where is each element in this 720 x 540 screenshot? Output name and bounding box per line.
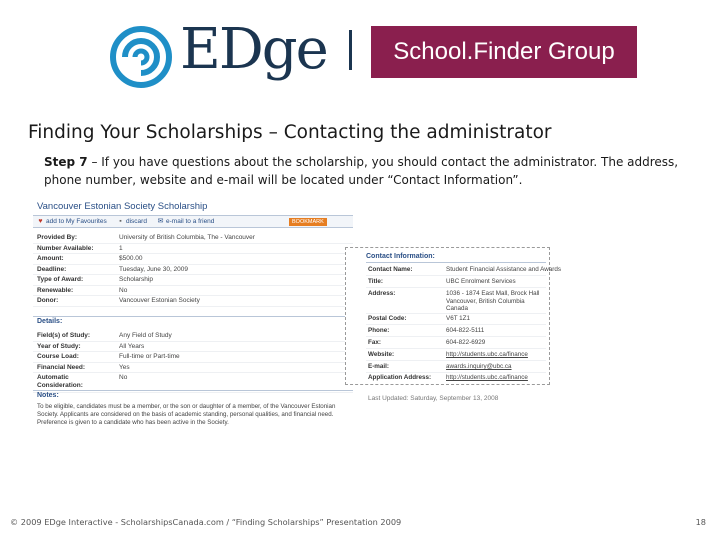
details-heading: Details: [37, 318, 63, 325]
notes-text: To be eligible, candidates must be a member, or the son or daughter of a member, of the Vancouver Estonian Society. Applicants are considered on the basis of academic standing, personal qualities, and financial need. Preference is given to a candidate who has been active in the Society. [37, 403, 336, 426]
row-value: 604-822-5111 [446, 327, 485, 334]
website-link[interactable]: http://students.ubc.ca/finance [446, 351, 528, 358]
row-value: Any Field of Study [119, 332, 172, 339]
row-label: Address: [368, 290, 396, 297]
row-label: Renewable: [37, 286, 74, 294]
email-friend-button[interactable] [157, 218, 214, 225]
row-value: V6T 1Z1 [446, 315, 471, 322]
row-label: Donor: [37, 297, 59, 304]
edge-wordmark: EDge [180, 17, 327, 82]
table-row [33, 352, 353, 363]
row-value: 1036 - 1874 East Mall, Brock Hall Vancouver, British Columbia Canada [446, 290, 540, 312]
table-row [33, 342, 353, 353]
row-value: 1 [119, 244, 123, 252]
table-row [366, 351, 546, 361]
discard-button[interactable] [117, 218, 147, 225]
row-value: Scholarship [119, 276, 153, 283]
contact-info-screenshot [345, 247, 562, 385]
add-favourites-button[interactable] [37, 218, 107, 225]
row-label: Contact Name: [368, 266, 413, 273]
row-label: Number Available: [37, 244, 94, 252]
scholarship-details-rows [33, 331, 353, 393]
notes-heading: Notes: [37, 392, 59, 399]
table-row [366, 290, 546, 314]
row-value: UBC Enrolment Services [446, 278, 516, 285]
trash-icon: ▪ [119, 218, 122, 225]
table-row [33, 244, 353, 255]
row-value: University of British Columbia, The - Vancouver [119, 234, 255, 241]
row-label: Application Address: [368, 374, 432, 381]
row-value: Student Financial Assistance and Awards [446, 266, 562, 273]
scholarship-detail-screenshot [33, 200, 353, 436]
bookmark-button[interactable]: BOOKMARK [289, 218, 327, 226]
last-updated: Last Updated: Saturday, September 13, 2008 [368, 395, 499, 402]
table-row [366, 315, 546, 325]
row-label: Phone: [368, 327, 390, 334]
row-label: Field(s) of Study: [37, 332, 91, 339]
scholarship-summary-rows [33, 233, 353, 307]
row-value: Tuesday, June 30, 2009 [119, 265, 189, 273]
table-row [366, 278, 546, 288]
email-friend-label: e-mail to a friend [166, 218, 215, 225]
contact-info-title: Contact Information: [366, 253, 435, 260]
row-value: Full-time or Part-time [119, 353, 180, 360]
row-label: Fax: [368, 339, 381, 346]
row-label: Type of Award: [37, 276, 84, 283]
row-label: E-mail: [368, 363, 389, 370]
row-label: Financial Need: [37, 363, 86, 371]
table-row [366, 363, 546, 373]
table-row [366, 339, 546, 349]
row-value: Yes [119, 363, 130, 371]
row-value: No [119, 374, 128, 381]
row-value: 604-822-6929 [446, 339, 486, 346]
step-label: Step 7 [44, 155, 88, 169]
table-row [33, 275, 353, 286]
logo-divider [349, 30, 352, 70]
contact-divider [366, 262, 546, 263]
table-row [33, 265, 353, 276]
row-value: Vancouver Estonian Society [119, 297, 200, 304]
row-value: All Years [119, 342, 145, 350]
table-row [33, 286, 353, 297]
table-row [366, 374, 546, 384]
row-label: Year of Study: [37, 342, 81, 350]
add-favourites-label: add to My Favourites [46, 218, 107, 225]
row-label: Deadline: [37, 265, 67, 273]
row-value: $500.00 [119, 255, 143, 262]
step-instructions [44, 153, 684, 189]
row-label: Course Load: [37, 353, 79, 360]
footer-copyright: © 2009 EDge Interactive - ScholarshipsCanada.com / “Finding Scholarships” Presentation 2009 [10, 517, 402, 527]
step-body: – If you have questions about the scholarship, you should contact the administrator. The address, phone number, website and e-mail will be located under “Contact Information”. [44, 155, 679, 187]
row-value: No [119, 286, 128, 294]
table-row [33, 296, 353, 307]
email-link[interactable]: awards.inquiry@ubc.ca [446, 363, 512, 370]
table-row [366, 327, 546, 337]
table-row [33, 331, 353, 342]
row-label: Provided By: [37, 234, 78, 241]
scholarship-title[interactable]: Vancouver Estonian Society Scholarship [37, 201, 208, 212]
slide-title: Finding Your Scholarships – Contacting the administrator [28, 122, 552, 143]
discard-label: discard [126, 218, 147, 225]
edge-swirl-logo-icon [110, 26, 172, 88]
row-label: Automatic Consideration: [37, 374, 83, 389]
table-row [33, 363, 353, 374]
table-row [33, 254, 353, 265]
heart-icon: ♥ [38, 218, 43, 225]
notes-divider [33, 390, 353, 391]
page-number: 18 [695, 517, 706, 527]
schoolfinder-brand-box: School.Finder Group [371, 26, 637, 78]
application-address-link[interactable]: http://students.ubc.ca/finance [446, 374, 528, 381]
table-row [33, 233, 353, 244]
scholarship-toolbar [33, 215, 353, 228]
envelope-icon: ✉ [157, 218, 164, 225]
row-label: Postal Code: [368, 315, 407, 322]
row-label: Amount: [37, 255, 64, 262]
details-divider [33, 316, 353, 317]
row-label: Website: [368, 351, 395, 358]
row-label: Title: [368, 278, 383, 285]
table-row [366, 266, 562, 276]
